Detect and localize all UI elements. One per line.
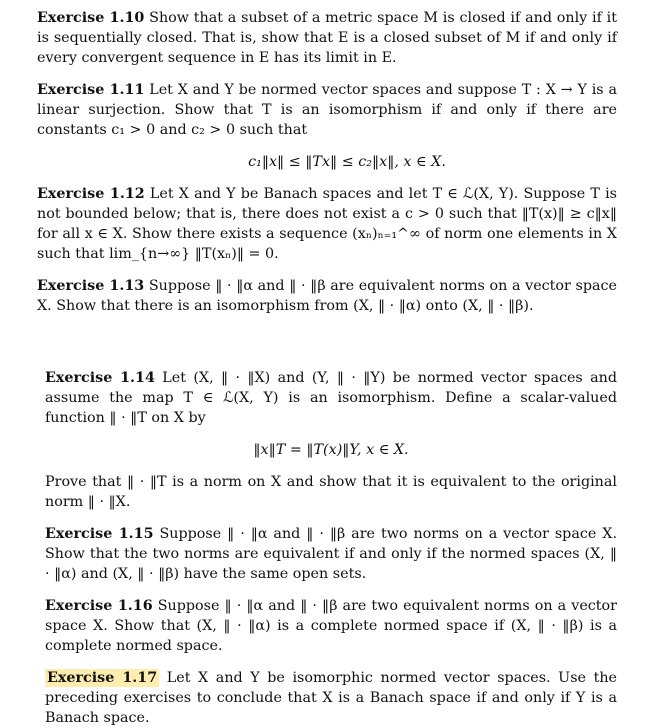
exercise-text: Let X and Y be normed vector spaces and suppose T : X → Y is a linear surjection. Show that T is an isomorphism if and only if there are constants c₁ > 0 and c₂ > 0 such that xyxy=(37,82,617,138)
exercise-label: Exercise 1.16 xyxy=(45,598,153,614)
exercise-1-10 xyxy=(37,8,617,68)
exercise-1-12 xyxy=(37,184,617,264)
exercise-label: Exercise 1.11 xyxy=(37,82,145,98)
exercise-text: Suppose ‖ · ‖α and ‖ · ‖β are two norms on a vector space X. Show that the two norms are equivalent if and only if the normed spaces (X, ‖ · ‖α) and (X, ‖ · ‖β) have the same open sets. xyxy=(45,526,617,582)
exercise-1-13 xyxy=(37,276,617,316)
display-equation: c₁‖x‖ ≤ ‖Tx‖ ≤ c₂‖x‖, x ∈ X. xyxy=(248,154,446,170)
exercise-text: Show that a subset of a metric space M is closed if and only if it is sequentially closed. That is, show that E is a closed subset of M if and only if every convergent sequence in E has its limit in E. xyxy=(37,10,617,66)
exercise-label: Exercise 1.13 xyxy=(37,278,145,294)
exercise-1-16 xyxy=(45,596,617,656)
display-equation: ‖x‖T = ‖T(x)‖Y, x ∈ X. xyxy=(253,442,409,458)
exercise-text: Suppose ‖ · ‖α and ‖ · ‖β are equivalent norms on a vector space X. Show that there is an isomorphism from (X, ‖ · ‖α) onto (X, ‖ · ‖β). xyxy=(37,278,617,314)
exercise-text: Let X and Y be isomorphic normed vector spaces. Use the preceding exercises to conclude that X is a Banach space if and only if Y is a Banach space. xyxy=(45,670,617,726)
exercise-text: Suppose ‖ · ‖α and ‖ · ‖β are two equivalent norms on a vector space X. Show that (X, ‖ · ‖α) is a complete normed space if (X, ‖ · ‖β) is a complete normed space. xyxy=(45,598,617,654)
exercise-1-17 xyxy=(45,668,617,728)
exercise-label: Exercise 1.14 xyxy=(45,370,155,386)
highlighted-exercise-label: Exercise 1.17 xyxy=(47,670,158,686)
exercise-1-15 xyxy=(45,524,617,584)
exercise-text: Let X and Y be Banach spaces and let T ∈ ℒ(X, Y). Suppose T is not bounded below; that is, there does not exist a c > 0 such that ‖T(x)‖ ≥ c‖x‖ for all x ∈ X. Show there exists a sequence (xₙ)ₙ₌₁^∞ of norm one elements in X such that lim_{n→∞} ‖T(xₙ)‖ = 0. xyxy=(37,186,617,262)
exercise-1-14 xyxy=(45,368,617,428)
exercise-text: Let (X, ‖ · ‖X) and (Y, ‖ · ‖Y) be normed vector spaces and assume the map T ∈ ℒ(X, Y) is an isomorphism. Define a scalar-valued function ‖ · ‖T on X by xyxy=(45,370,617,426)
exercise-block-upper xyxy=(37,8,617,316)
exercise-label: Exercise 1.10 xyxy=(37,10,145,26)
exercise-1-14-continued: Prove that ‖ · ‖T is a norm on X and show that it is equivalent to the original norm ‖ · ‖X. xyxy=(45,474,617,510)
exercise-label: Exercise 1.15 xyxy=(45,526,154,542)
exercise-1-11 xyxy=(37,80,617,140)
exercise-label: Exercise 1.12 xyxy=(37,186,145,202)
exercise-block-lower xyxy=(45,368,617,728)
